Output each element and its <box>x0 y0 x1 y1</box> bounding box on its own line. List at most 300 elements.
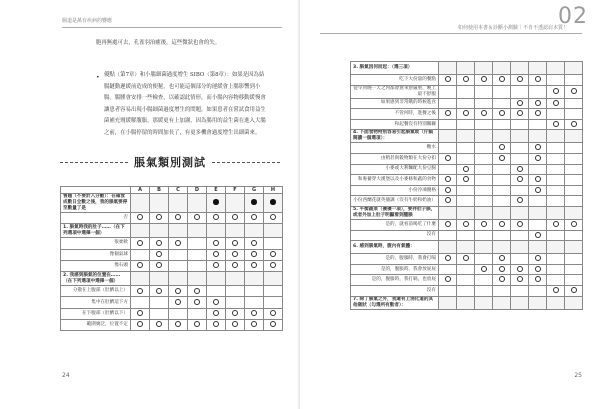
answer-row <box>351 196 583 207</box>
score-cell <box>150 308 169 319</box>
empty-circle-icon <box>517 266 523 272</box>
score-cell <box>511 98 529 109</box>
score-cell <box>264 224 283 238</box>
score-cell <box>475 109 493 120</box>
score-cell <box>511 285 529 296</box>
score-cell <box>439 185 457 196</box>
score-cell <box>493 98 511 109</box>
score-cell <box>207 286 226 297</box>
answer-row <box>61 286 283 297</box>
right-table-body <box>351 62 583 310</box>
score-cell <box>547 241 565 254</box>
empty-circle-icon <box>156 262 162 268</box>
empty-circle-icon <box>517 221 523 227</box>
empty-circle-icon <box>232 240 238 246</box>
question-row <box>351 62 583 75</box>
score-cell <box>529 62 547 75</box>
score-cell <box>493 130 511 143</box>
score-cell <box>529 275 547 286</box>
score-cell <box>565 254 583 265</box>
empty-circle-icon <box>232 214 238 220</box>
score-cell <box>511 296 529 309</box>
answer-row <box>351 230 583 241</box>
answer-row <box>61 297 283 308</box>
score-cell <box>245 224 264 238</box>
score-cell <box>457 143 475 154</box>
score-cell <box>207 260 226 271</box>
score-cell <box>529 109 547 120</box>
empty-circle-icon <box>156 214 162 220</box>
column-header: G <box>245 187 264 194</box>
empty-circle-icon <box>445 276 451 282</box>
answer-row <box>351 285 583 296</box>
score-cell <box>493 196 511 207</box>
score-cell <box>457 85 475 98</box>
empty-circle-icon <box>175 214 181 220</box>
answer-row <box>61 238 283 249</box>
score-cell <box>457 98 475 109</box>
score-cell <box>150 213 169 224</box>
question-label: 4. 下面食物特別容易引起脹氣或（仔細閱讀一個選項）： <box>351 130 439 143</box>
score-cell <box>511 264 529 275</box>
score-cell <box>207 224 226 238</box>
empty-circle-icon <box>535 255 541 261</box>
empty-circle-icon <box>535 110 541 116</box>
empty-circle-icon <box>535 100 541 106</box>
score-cell <box>188 238 207 249</box>
score-cell <box>131 308 150 319</box>
empty-circle-icon <box>445 221 451 227</box>
empty-circle-icon <box>175 321 181 327</box>
score-cell <box>439 98 457 109</box>
answer-label: 範圍廣泛，位置不定 <box>61 320 131 331</box>
answer-label: 糖水 <box>351 143 439 154</box>
title-dash-left <box>60 162 128 163</box>
score-cell <box>169 224 188 238</box>
answer-label: 像石頭 <box>61 260 131 271</box>
score-cell <box>131 260 150 271</box>
empty-circle-icon <box>517 276 523 282</box>
score-cell <box>226 320 245 331</box>
score-cell <box>475 130 493 143</box>
score-cell <box>475 264 493 275</box>
empty-circle-icon <box>517 110 523 116</box>
score-cell <box>457 119 475 130</box>
score-cell <box>207 213 226 224</box>
score-cell <box>493 296 511 309</box>
answer-row <box>351 264 583 275</box>
score-cell <box>457 264 475 275</box>
score-cell <box>475 296 493 309</box>
empty-circle-icon <box>137 214 143 220</box>
empty-circle-icon <box>553 287 559 293</box>
answer-row <box>351 119 583 130</box>
score-cell <box>547 275 565 286</box>
score-cell <box>529 143 547 154</box>
score-cell <box>565 175 583 186</box>
empty-circle-icon <box>571 88 577 94</box>
score-cell <box>439 206 457 219</box>
score-cell <box>226 213 245 224</box>
score-cell <box>475 241 493 254</box>
score-cell <box>547 285 565 296</box>
score-cell <box>264 213 283 224</box>
score-cell <box>511 241 529 254</box>
score-cell <box>245 320 264 331</box>
answer-label: 吃下大份量的餐點 <box>351 75 439 86</box>
score-cell <box>511 230 529 241</box>
column-header: H <box>264 187 283 194</box>
bullet-paragraph: 優點（第7章）和小腸細菌過度增生 SIBO（第8章）：如果是因為結腸鏈動遲緩前造成的便秘，也可能這個部分的運緩會上腸影響到小腸。腸腫會安排一些檢查，以確認此情形，而小腸內容物移動緩慢會讓患者容易出現小腸細菌過度增生的問題，如果患者在嘗試食用益生菌補充劑緩解腹脹，那緩更有上加謝，因為腸用的益生菌在進入大腸之前，在小腸停留的時間加長了，有更多機會過度增生出細菌來。 <box>104 72 266 136</box>
score-cell <box>439 230 457 241</box>
paragraph-top: 胞再無處可去，孔雀羽治癒後，這些微狀也會的失。 <box>96 40 220 46</box>
score-cell <box>565 153 583 164</box>
empty-circle-icon <box>175 288 181 294</box>
score-cell <box>439 241 457 254</box>
left-table-body <box>61 194 283 331</box>
score-cell <box>150 249 169 260</box>
score-cell <box>207 272 226 286</box>
answer-label: 是的，就看前喝吃了什麼 <box>351 219 439 230</box>
score-cell <box>511 175 529 186</box>
answer-row <box>61 249 283 260</box>
empty-circle-icon <box>213 321 219 327</box>
empty-circle-icon <box>535 76 541 82</box>
score-cell <box>226 238 245 249</box>
bullet-marker: • <box>96 74 100 81</box>
score-cell <box>439 164 457 175</box>
score-cell <box>188 213 207 224</box>
score-cell <box>169 308 188 319</box>
score-cell <box>169 238 188 249</box>
empty-circle-icon <box>156 240 162 246</box>
score-cell <box>439 285 457 296</box>
score-cell <box>547 264 565 275</box>
question-label: 2. 我感到脹氣的位置在……（在下列選項中選擇一個） <box>61 272 131 286</box>
score-cell <box>150 272 169 286</box>
empty-circle-icon <box>156 251 162 257</box>
empty-circle-icon <box>571 287 577 293</box>
column-header: C <box>169 187 188 194</box>
empty-circle-icon <box>270 251 276 257</box>
score-cell <box>475 275 493 286</box>
score-cell <box>565 219 583 230</box>
empty-circle-icon <box>517 166 523 172</box>
empty-circle-icon <box>553 221 559 227</box>
empty-circle-icon <box>535 144 541 150</box>
score-cell <box>529 230 547 241</box>
answer-label: 是的，腹脹時，我會放屁屁 <box>351 264 439 275</box>
score-cell <box>264 297 283 308</box>
score-cell <box>565 75 583 86</box>
score-cell <box>457 196 475 207</box>
score-cell <box>511 164 529 175</box>
answer-label: 集中在肚臍這下方 <box>61 297 131 308</box>
empty-circle-icon <box>535 187 541 193</box>
bloating-test-table-continued <box>350 61 583 310</box>
empty-circle-icon <box>463 221 469 227</box>
answer-label: 是的，腹脹時，我打嗝，也放屁 <box>351 275 439 286</box>
left-running-head: 腸道是萬有疾病的響應 <box>62 18 113 24</box>
score-cell <box>245 213 264 224</box>
score-cell <box>511 119 529 130</box>
score-cell <box>529 164 547 175</box>
empty-circle-icon <box>571 221 577 227</box>
score-cell <box>439 130 457 143</box>
answer-label: 從早到晚一天之內都會愈來愈嚴重，晚上最不舒服 <box>351 85 439 98</box>
score-cell <box>511 153 529 164</box>
question-label: 售題（不要計入分數）：在確食成數日全數之後，我的脹氣要停至數量了是 <box>61 194 131 213</box>
score-cell <box>150 320 169 331</box>
empty-circle-icon <box>251 321 257 327</box>
header-rule <box>320 33 582 34</box>
score-cell <box>493 119 511 130</box>
score-cell <box>493 75 511 86</box>
column-header: F <box>226 187 245 194</box>
empty-circle-icon <box>571 121 577 127</box>
score-cell <box>207 297 226 308</box>
score-cell <box>226 286 245 297</box>
score-cell <box>565 196 583 207</box>
empty-circle-icon <box>445 110 451 116</box>
score-cell <box>565 275 583 286</box>
score-cell <box>207 308 226 319</box>
page-number-left: 24 <box>62 372 70 379</box>
question-label: 1. 脹氣時我的肚子……（在下列選項中選擇一個） <box>61 224 131 238</box>
score-cell <box>207 194 226 213</box>
score-cell <box>565 119 583 130</box>
question-label: 7. 除了脹氣之外，我還有上消化道的其他徵狀（勾選所有動者）： <box>351 296 439 309</box>
score-cell <box>439 153 457 164</box>
right-running-head: 如何使用本書＆診斷小測驗｜不肯不透認肩本質！ <box>457 25 568 31</box>
score-cell <box>475 143 493 154</box>
empty-circle-icon <box>251 262 257 268</box>
score-cell <box>188 320 207 331</box>
score-cell <box>169 286 188 297</box>
empty-circle-icon <box>194 299 200 305</box>
score-cell <box>493 109 511 120</box>
empty-circle-icon <box>481 266 487 272</box>
empty-circle-icon <box>137 288 143 294</box>
score-cell <box>226 249 245 260</box>
score-cell <box>226 224 245 238</box>
score-cell <box>245 297 264 308</box>
score-cell <box>439 62 457 75</box>
score-cell <box>511 85 529 98</box>
question-label: 5. 平衡蔬菜（優優一項），要拌肚子脹，或者外加上肚子明顯看到腫脹 <box>351 206 439 219</box>
empty-circle-icon <box>213 214 219 220</box>
score-cell <box>529 185 547 196</box>
empty-circle-icon <box>445 155 451 161</box>
score-cell <box>439 175 457 186</box>
empty-circle-icon <box>463 166 469 172</box>
score-cell <box>475 219 493 230</box>
empty-circle-icon <box>137 310 143 316</box>
score-cell <box>547 164 565 175</box>
page-number-right: 25 <box>574 372 582 379</box>
score-cell <box>565 130 583 143</box>
score-cell <box>264 238 283 249</box>
score-cell <box>457 109 475 120</box>
title-dash-right <box>212 162 280 163</box>
score-cell <box>493 164 511 175</box>
empty-circle-icon <box>137 240 143 246</box>
empty-circle-icon <box>481 76 487 82</box>
score-cell <box>457 241 475 254</box>
score-cell <box>245 238 264 249</box>
score-cell <box>264 272 283 286</box>
empty-circle-icon <box>251 240 257 246</box>
score-cell <box>493 62 511 75</box>
answer-label: 分散在上腹部（肚臍以上） <box>61 286 131 297</box>
question-row <box>61 194 283 213</box>
score-cell <box>457 75 475 86</box>
score-cell <box>493 143 511 154</box>
section-title <box>60 154 280 170</box>
score-cell <box>131 320 150 331</box>
question-row <box>351 241 583 254</box>
empty-circle-icon <box>535 232 541 238</box>
score-cell <box>511 185 529 196</box>
score-cell <box>439 119 457 130</box>
score-cell <box>457 230 475 241</box>
empty-circle-icon <box>213 262 219 268</box>
score-cell <box>457 175 475 186</box>
question-row <box>351 130 583 143</box>
answer-row <box>351 254 583 265</box>
empty-circle-icon <box>232 310 238 316</box>
score-cell <box>529 85 547 98</box>
empty-circle-icon <box>499 76 505 82</box>
score-cell <box>529 119 547 130</box>
score-cell <box>169 249 188 260</box>
score-cell <box>547 219 565 230</box>
answer-label: 和麥蓄穿大漢堡以及小麥條和蔬的食物 <box>351 175 439 186</box>
empty-circle-icon <box>251 214 257 220</box>
score-cell <box>493 175 511 186</box>
empty-circle-icon <box>270 214 276 220</box>
score-cell <box>529 75 547 86</box>
score-cell <box>565 143 583 154</box>
score-cell <box>493 219 511 230</box>
score-cell <box>493 275 511 286</box>
answer-row <box>351 164 583 175</box>
answer-row <box>61 260 283 271</box>
score-cell <box>264 308 283 319</box>
answer-row <box>61 320 283 331</box>
score-cell <box>529 196 547 207</box>
score-cell <box>547 119 565 130</box>
empty-circle-icon <box>535 176 541 182</box>
score-cell <box>150 238 169 249</box>
score-cell <box>547 85 565 98</box>
score-cell <box>475 98 493 109</box>
empty-circle-icon <box>232 321 238 327</box>
empty-circle-icon <box>553 88 559 94</box>
score-cell <box>493 241 511 254</box>
score-cell <box>439 264 457 275</box>
score-cell <box>150 260 169 271</box>
empty-circle-icon <box>194 321 200 327</box>
score-cell <box>547 296 565 309</box>
score-cell <box>457 62 475 75</box>
score-cell <box>529 254 547 265</box>
score-cell <box>207 249 226 260</box>
score-cell <box>457 153 475 164</box>
score-cell <box>457 296 475 309</box>
empty-circle-icon <box>535 266 541 272</box>
score-cell <box>226 194 245 213</box>
score-cell <box>547 254 565 265</box>
score-cell <box>529 241 547 254</box>
answer-label: 小麥或大利麵配大份豆腸 <box>351 164 439 175</box>
empty-circle-icon <box>213 251 219 257</box>
score-cell <box>150 286 169 297</box>
answer-label: 和起餐沒有特別關聯 <box>351 119 439 130</box>
score-cell <box>565 206 583 219</box>
score-cell <box>475 230 493 241</box>
filled-circle-icon <box>270 199 276 205</box>
score-cell <box>439 275 457 286</box>
header-blank <box>61 187 131 194</box>
score-cell <box>169 297 188 308</box>
answer-label: 由稍甚與穀物類在大份分扣 <box>351 153 439 164</box>
score-cell <box>547 175 565 186</box>
score-cell <box>565 264 583 275</box>
empty-circle-icon <box>553 121 559 127</box>
score-cell <box>529 98 547 109</box>
score-cell <box>207 238 226 249</box>
score-cell <box>226 272 245 286</box>
score-cell <box>511 196 529 207</box>
header-rule <box>62 27 282 28</box>
column-header: A <box>131 187 150 194</box>
score-cell <box>547 62 565 75</box>
answer-row <box>351 275 583 286</box>
score-cell <box>547 230 565 241</box>
score-cell <box>131 249 150 260</box>
score-cell <box>511 130 529 143</box>
score-cell <box>529 264 547 275</box>
score-cell <box>547 130 565 143</box>
empty-circle-icon <box>445 76 451 82</box>
score-cell <box>188 224 207 238</box>
score-cell <box>245 249 264 260</box>
empty-circle-icon <box>517 76 523 82</box>
empty-circle-icon <box>535 155 541 161</box>
empty-circle-icon <box>270 262 276 268</box>
empty-circle-icon <box>156 288 162 294</box>
question-row <box>61 272 283 286</box>
score-cell <box>493 285 511 296</box>
score-cell <box>439 75 457 86</box>
score-cell <box>245 286 264 297</box>
score-cell <box>547 185 565 196</box>
answer-row <box>351 85 583 98</box>
score-cell <box>169 213 188 224</box>
score-cell <box>439 85 457 98</box>
empty-circle-icon <box>445 176 451 182</box>
score-cell <box>131 194 150 213</box>
answer-label: 否 <box>61 213 131 224</box>
empty-circle-icon <box>445 187 451 193</box>
score-cell <box>439 296 457 309</box>
column-header: B <box>150 187 169 194</box>
score-cell <box>245 308 264 319</box>
empty-circle-icon <box>517 100 523 106</box>
empty-circle-icon <box>251 251 257 257</box>
empty-circle-icon <box>270 310 276 316</box>
